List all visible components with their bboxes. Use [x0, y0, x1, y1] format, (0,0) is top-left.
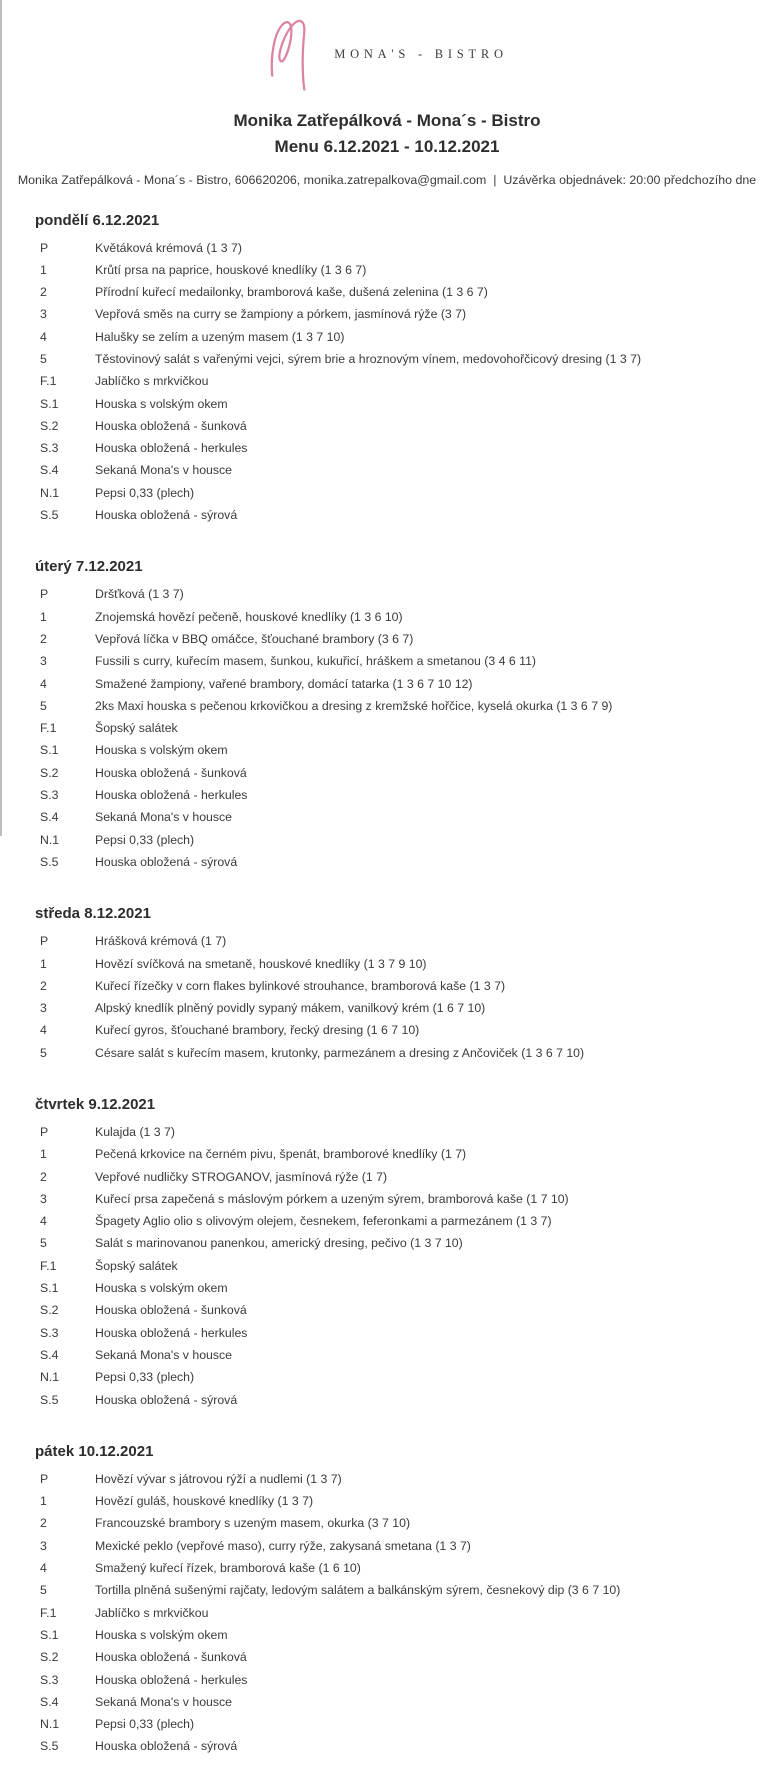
- menu-item-code: S.1: [40, 1281, 59, 1296]
- menu-item-code: 1: [40, 1147, 47, 1162]
- menu-item-row: [0, 1535, 774, 1557]
- menu-item-code: 5: [40, 1236, 47, 1251]
- menu-item-row: [0, 975, 774, 997]
- menu-item-text: Pepsi 0,33 (plech): [95, 832, 195, 847]
- menu-item-code: 3: [40, 1191, 47, 1206]
- menu-item-code: F.1: [40, 1258, 57, 1273]
- menu-item-row: [0, 1210, 774, 1232]
- menu-item-code: S.3: [40, 1672, 59, 1687]
- menu-item-text: Pepsi 0,33 (plech): [95, 1717, 195, 1732]
- menu-item-code: 3: [40, 1001, 47, 1016]
- menu-item-code: N.1: [40, 485, 60, 500]
- menu-item-text: Pečená krkovice na černém pivu, špenát, bramborové knedlíky (1 7): [95, 1147, 467, 1162]
- menu-item-text: Kuřecí gyros, šťouchané brambory, řecký dresing (1 6 7 10): [95, 1023, 420, 1038]
- menu-item-row: [0, 1366, 774, 1388]
- menu-item-code: 1: [40, 262, 47, 277]
- menu-item-text: Sekaná Mona's v housce: [95, 1347, 233, 1362]
- menu-item-code: S.2: [40, 1303, 59, 1318]
- menu-item-row: [0, 482, 774, 504]
- menu-item-code: P: [40, 240, 49, 255]
- menu-item-code: S.2: [40, 1650, 59, 1665]
- menu-item-text: Houska s volským okem: [95, 396, 228, 411]
- menu-item-row: [0, 953, 774, 975]
- menu-item-row: [0, 1468, 774, 1490]
- menu-item-row: [0, 1512, 774, 1534]
- menu-item-text: Květáková krémová (1 3 7): [95, 240, 242, 255]
- menu-item-text: Houska obložená - šunková: [95, 1303, 247, 1318]
- menu-item-code: S.4: [40, 810, 59, 825]
- menu-item-text: Smažený kuřecí řízek, bramborová kaše (1 6 10): [95, 1561, 361, 1576]
- menu-item-row: [0, 1557, 774, 1579]
- menu-item-text: Vepřová směs na curry se žampiony a pórkem, jasmínová rýže (3 7): [95, 307, 467, 322]
- menu-item-row: [0, 1389, 774, 1411]
- menu-item-text: Vepřová líčka v BBQ omáčce, šťouchané brambory (3 6 7): [95, 631, 414, 646]
- menu-item-text: Houska obložená - sýrová: [95, 854, 238, 869]
- menu-item-row: [0, 504, 774, 526]
- menu-item-code: 3: [40, 1538, 47, 1553]
- menu-item-code: 2: [40, 978, 47, 993]
- menu-item-row: [0, 1299, 774, 1321]
- menu-item-row: [0, 281, 774, 303]
- menu-item-row: [0, 1166, 774, 1188]
- menu-item-code: 4: [40, 1023, 47, 1038]
- menu-item-text: 2ks Maxi houska s pečenou krkovičkou a dresing z kremžské hořčice, kyselá okurka (1 3 6 7 9): [95, 698, 613, 713]
- menu-item-row: [0, 829, 774, 851]
- menu-item-row: [0, 237, 774, 259]
- menu-item-text: Césare salát s kuřecím masem, krutonky, parmezánem a dresing z Ančoviček (1 3 6 7 10): [95, 1045, 585, 1060]
- menu-item-row: [0, 1143, 774, 1165]
- menu-item-code: F.1: [40, 721, 57, 736]
- menu-item-text: Krůtí prsa na paprice, houskové knedlíky (1 3 6 7): [95, 262, 367, 277]
- menu-item-row: [0, 673, 774, 695]
- menu-item-text: Houska obložená - sýrová: [95, 1739, 238, 1754]
- day-section: [0, 212, 774, 527]
- day-title: pátek 10.12.2021: [35, 1442, 154, 1460]
- menu-item-code: F.1: [40, 374, 57, 389]
- menu-item-code: S.5: [40, 1392, 59, 1407]
- menu-item-code: 3: [40, 654, 47, 669]
- menu-item-row: [0, 650, 774, 672]
- menu-item-code: S.4: [40, 463, 59, 478]
- day-title: pondělí 6.12.2021: [35, 211, 160, 229]
- menu-item-row: [0, 1344, 774, 1366]
- menu-item-code: 1: [40, 1494, 47, 1509]
- day-title: středa 8.12.2021: [35, 905, 151, 923]
- menu-item-text: Kuřecí prsa zapečená s máslovým pórkem a uzeným sýrem, bramborová kaše (1 7 10): [95, 1191, 569, 1206]
- menu-item-text: Dršťková (1 3 7): [95, 587, 184, 602]
- menu-item-code: P: [40, 1125, 49, 1139]
- menu-item-code: 4: [40, 329, 47, 344]
- menu-item-text: Houska obložená - šunková: [95, 765, 247, 780]
- menu-item-row: [0, 1624, 774, 1646]
- menu-item-text: Houska obložená - sýrová: [95, 508, 238, 523]
- menu-item-row: [0, 1735, 774, 1757]
- menu-item-row: [0, 1490, 774, 1512]
- day-section: [0, 1443, 774, 1758]
- menu-item-row: [0, 1691, 774, 1713]
- logo-brand-text: MONA'S - BISTRO: [334, 46, 508, 61]
- menu-item-text: Kulajda (1 3 7): [95, 1125, 175, 1139]
- menu-item-code: 5: [40, 698, 47, 713]
- menu-item-text: Houska obložená - sýrová: [95, 1392, 238, 1407]
- menu-item-row: [0, 1602, 774, 1624]
- menu-item-code: 4: [40, 1561, 47, 1576]
- menu-days: [0, 212, 774, 1788]
- menu-item-code: 1: [40, 609, 47, 624]
- page-left-border: [0, 0, 2, 836]
- menu-item-text: Sekaná Mona's v housce: [95, 463, 233, 478]
- menu-item-text: Sekaná Mona's v housce: [95, 810, 233, 825]
- menu-item-text: Vepřové nudličky STROGANOV, jasmínová rýže (1 7): [95, 1169, 388, 1184]
- menu-item-row: [0, 415, 774, 437]
- menu-item-text: Houska obložená - šunková: [95, 1650, 247, 1665]
- menu-item-text: Kuřecí řízečky v corn flakes bylinkové strouhance, bramborová kaše (1 3 7): [95, 978, 506, 993]
- menu-item-row: [0, 1713, 774, 1735]
- menu-item-code: S.2: [40, 765, 59, 780]
- menu-item-row: [0, 437, 774, 459]
- menu-item-text: Přírodní kuřecí medailonky, bramborová kaše, dušená zelenina (1 3 6 7): [95, 285, 488, 300]
- menu-item-text: Jablíčko s mrkvičkou: [95, 1605, 209, 1620]
- menu-item-text: Fussili s curry, kuřecím masem, šunkou, kukuřicí, hráškem a smetanou (3 4 6 11): [95, 654, 537, 669]
- menu-item-code: 3: [40, 307, 47, 322]
- menu-item-code: S.5: [40, 1739, 59, 1754]
- menu-date-range: Menu 6.12.2021 - 10.12.2021: [274, 137, 500, 157]
- menu-item-code: F.1: [40, 1605, 57, 1620]
- menu-item-row: [0, 348, 774, 370]
- menu-item-text: Houska obložená - herkules: [95, 1672, 248, 1687]
- menu-item-code: 5: [40, 1583, 47, 1598]
- menu-item-code: N.1: [40, 1370, 60, 1385]
- menu-item-text: Smažené žampiony, vařené brambory, domácí tatarka (1 3 6 7 10 12): [95, 676, 473, 691]
- menu-item-text: Tortilla plněná sušenými rajčaty, ledovým salátem a balkánským sýrem, česnekový dip (3 6 7 10): [95, 1583, 621, 1598]
- day-section: [0, 905, 774, 1064]
- menu-item-code: 1: [40, 956, 47, 971]
- bistro-logo: [0, 0, 774, 94]
- day-title: úterý 7.12.2021: [35, 558, 143, 576]
- menu-item-row: [0, 326, 774, 348]
- menu-item-text: Houska obložená - herkules: [95, 1325, 248, 1340]
- menu-item-code: P: [40, 934, 49, 949]
- menu-item-text: Pepsi 0,33 (plech): [95, 485, 195, 500]
- day-section: [0, 558, 774, 873]
- menu-item-row: [0, 930, 774, 952]
- menu-item-row: [0, 1042, 774, 1064]
- menu-item-text: Houska s volským okem: [95, 1627, 228, 1642]
- menu-item-text: Šopský salátek: [95, 1258, 178, 1273]
- menu-item-row: [0, 606, 774, 628]
- logo-monogram-icon: [266, 15, 320, 93]
- menu-item-code: 2: [40, 285, 47, 300]
- menu-item-text: Houska obložená - šunková: [95, 418, 247, 433]
- menu-item-row: [0, 1277, 774, 1299]
- menu-item-code: S.3: [40, 441, 59, 456]
- menu-item-row: [0, 370, 774, 392]
- menu-item-code: 4: [40, 676, 47, 691]
- menu-item-text: Šopský salátek: [95, 721, 178, 736]
- menu-item-text: Halušky se zelím a uzeným masem (1 3 7 10): [95, 329, 345, 344]
- menu-item-text: Mexické peklo (vepřové maso), curry rýže, zakysaná smetana (1 3 7): [95, 1538, 471, 1553]
- menu-item-row: [0, 628, 774, 650]
- menu-item-row: [0, 1232, 774, 1254]
- menu-item-code: 5: [40, 351, 47, 366]
- menu-item-row: [0, 806, 774, 828]
- menu-item-text: Salát s marinovanou panenkou, americký dresing, pečivo (1 3 7 10): [95, 1236, 463, 1251]
- menu-item-code: N.1: [40, 832, 60, 847]
- menu-item-text: Pepsi 0,33 (plech): [95, 1370, 195, 1385]
- menu-item-row: [0, 1579, 774, 1601]
- menu-item-code: S.4: [40, 1347, 59, 1362]
- menu-item-text: Houska s volským okem: [95, 743, 228, 758]
- menu-item-code: S.3: [40, 788, 59, 803]
- menu-item-text: Houska obložená - herkules: [95, 788, 248, 803]
- menu-item-code: 2: [40, 1169, 47, 1184]
- menu-item-row: [0, 1121, 774, 1143]
- menu-item-code: S.5: [40, 508, 59, 523]
- menu-item-row: [0, 1255, 774, 1277]
- menu-item-row: [0, 997, 774, 1019]
- menu-item-code: S.2: [40, 418, 59, 433]
- menu-item-code: S.4: [40, 1694, 59, 1709]
- document-header: [0, 0, 774, 187]
- menu-item-code: 2: [40, 631, 47, 646]
- menu-item-code: S.5: [40, 854, 59, 869]
- menu-item-text: Alpský knedlík plněný povidly sypaný mákem, vanilkový krém (1 6 7 10): [95, 1001, 486, 1016]
- menu-item-row: [0, 1669, 774, 1691]
- menu-item-code: S.1: [40, 1627, 59, 1642]
- menu-item-text: Hrášková krémová (1 7): [95, 934, 227, 949]
- menu-item-text: Houska s volským okem: [95, 1281, 228, 1296]
- menu-item-row: [0, 393, 774, 415]
- menu-item-row: [0, 739, 774, 761]
- menu-item-text: Špagety Aglio olio s olivovým olejem, česnekem, feferonkami a parmezánem (1 3 7): [95, 1214, 552, 1229]
- page-title: Monika Zatřepálková - Mona´s - Bistro: [233, 111, 541, 130]
- menu-item-row: [0, 1322, 774, 1344]
- menu-item-code: N.1: [40, 1717, 60, 1732]
- menu-item-row: [0, 717, 774, 739]
- menu-item-text: Hovězí svíčková na smetaně, houskové knedlíky (1 3 7 9 10): [95, 956, 427, 971]
- menu-item-row: [0, 1188, 774, 1210]
- menu-item-text: Sekaná Mona's v housce: [95, 1694, 233, 1709]
- menu-item-row: [0, 259, 774, 281]
- menu-item-row: [0, 851, 774, 873]
- menu-item-code: 2: [40, 1516, 47, 1531]
- menu-item-row: [0, 583, 774, 605]
- menu-item-row: [0, 1646, 774, 1668]
- menu-item-text: Hovězí vývar s játrovou rýží a nudlemi (1 3 7): [95, 1471, 342, 1486]
- menu-item-code: 4: [40, 1214, 47, 1229]
- menu-item-code: S.1: [40, 743, 59, 758]
- menu-item-row: [0, 784, 774, 806]
- day-section: [0, 1096, 774, 1411]
- menu-item-text: Znojemská hovězí pečeně, houskové knedlíky (1 3 6 10): [95, 609, 403, 624]
- menu-item-code: 5: [40, 1045, 47, 1060]
- menu-item-text: Hovězí guláš, houskové knedlíky (1 3 7): [95, 1494, 314, 1509]
- menu-item-text: Těstovinový salát s vařenými vejci, sýrem brie a hroznovým vínem, medovohořčicový dresing (1 3 7): [95, 351, 642, 366]
- menu-item-code: S.1: [40, 396, 59, 411]
- menu-item-row: [0, 303, 774, 325]
- menu-item-text: Jablíčko s mrkvičkou: [95, 374, 209, 389]
- menu-item-code: S.3: [40, 1325, 59, 1340]
- menu-item-code: P: [40, 1471, 49, 1486]
- menu-item-text: Francouzské brambory s uzeným masem, okurka (3 7 10): [95, 1516, 411, 1531]
- menu-item-row: [0, 459, 774, 481]
- menu-item-text: Houska obložená - herkules: [95, 441, 248, 456]
- menu-item-row: [0, 695, 774, 717]
- contact-line: Monika Zatřepálková - Mona´s - Bistro, 606620206, monika.zatrepalkova@gmail.com | Uzávěrka objednávek: 20:00 předchozího dne: [17, 172, 757, 187]
- menu-item-row: [0, 1019, 774, 1041]
- menu-item-code: P: [40, 587, 49, 602]
- menu-item-row: [0, 762, 774, 784]
- day-title: čtvrtek 9.12.2021: [35, 1096, 156, 1113]
